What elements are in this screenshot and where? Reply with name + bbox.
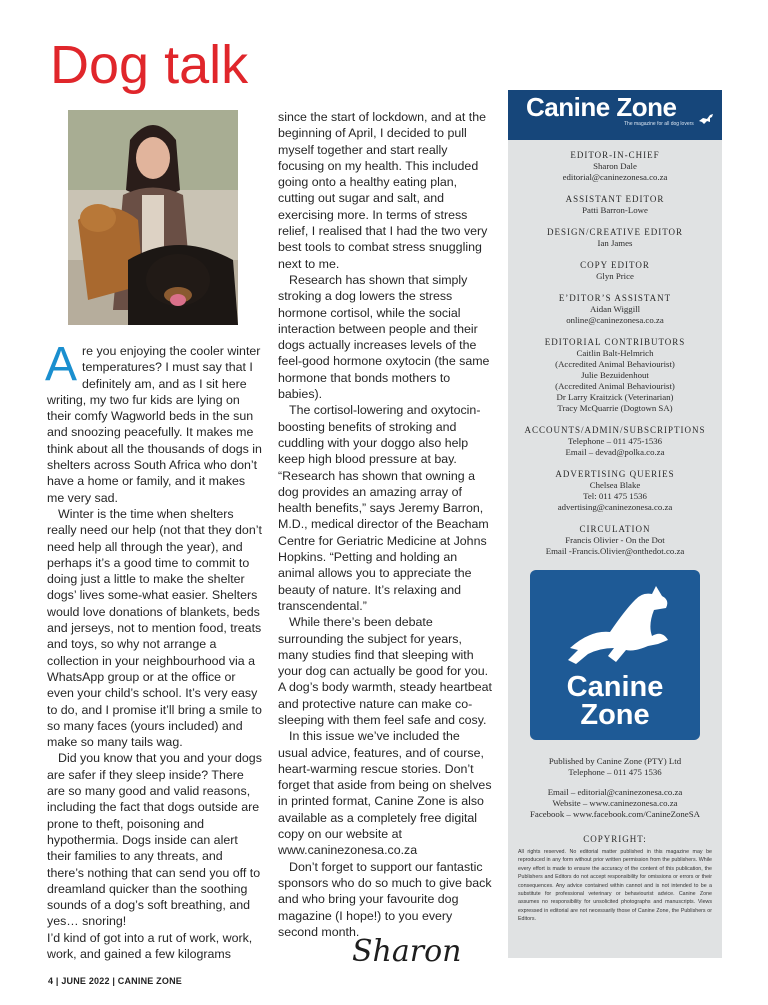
credit-line: Ian James xyxy=(597,238,633,248)
credit-section xyxy=(514,259,716,282)
article-photo xyxy=(68,110,238,325)
masthead-sidebar xyxy=(508,90,722,958)
credit-line: online@caninezonesa.co.za xyxy=(566,315,664,325)
article-column-1 xyxy=(45,338,263,962)
credit-line: Sharon Dale xyxy=(593,161,637,171)
copyright-text: All rights reserved. No editorial matter published in this magazine may be reproduced in any form without prior written permission from the publishers. While every effort is made to ensure the accuracy of the content of this publication, the Publishers and Editors do not accept responsibility for omissions or errors or their consequences. Any advice contained within cannot and is not intended to be a substitute for professional veterinary or behaviourist advice. Canine Zone assumes no responsibility for unsolicited photographs and manuscripts. Views expressed in editorial are not necessarily those of Canine Zone, the Publishers or Editors. xyxy=(518,849,712,923)
credit-section xyxy=(514,424,716,458)
credit-heading: COPY EDITOR xyxy=(580,260,650,270)
credit-section xyxy=(514,336,716,414)
credit-line: Telephone – 011 475-1536 xyxy=(567,436,663,446)
publisher-line: Published by Canine Zone (PTY) Ltd xyxy=(548,756,682,766)
credit-heading: CIRCULATION xyxy=(579,524,651,534)
article-paragraph: In this issue we’ve included the usual advice, features, and of course, heart-warming rescue stories. Don’t forget that aside from being on shelves in printed format, Canine Zone is also available as a completely free digital copy on our website at www.caninezonesa.co.za xyxy=(278,729,492,858)
credit-section xyxy=(514,292,716,326)
brand-name: Canine Zone xyxy=(526,92,677,122)
credit-line: Email – devad@polka.co.za xyxy=(565,447,665,457)
credit-section xyxy=(514,523,716,557)
credit-line: editorial@caninezonesa.co.za xyxy=(562,172,668,182)
credit-line: Email -Francis.Olivier@onthedot.co.za xyxy=(545,546,685,556)
woman-with-dogs-photo xyxy=(68,110,238,325)
brand-tagline: The magazine for all dog lovers xyxy=(624,121,694,127)
copyright-heading: COPYRIGHT: xyxy=(583,834,647,844)
credit-section xyxy=(514,149,716,183)
credit-heading: ADVERTISING QUERIES xyxy=(555,469,675,479)
page-title: Dog talk xyxy=(50,35,249,95)
article-paragraph: Did you know that you and your dogs are safer if they sleep inside? There are so many good and valid reasons, including the fact that dogs outside are prone to theft, poisoning and hypothermia. Dogs inside can alert their families to any threats, and there’s nothing that can send you off to dreamland quicker than the soothing sounds of a dog’s soft breathing, and yes… snoring! xyxy=(47,751,262,929)
credit-line: Glyn Price xyxy=(596,271,634,281)
credit-heading: E’DITOR’S ASSISTANT xyxy=(558,293,672,303)
article-paragraph: Winter is the time when shelters really need our help (not that they don’t need help all through the year), and perhaps it’s a good time to commit to doing just a little to make the shelter dogs’ lives some-what easier. Shelters would love donations of blankets, beds and jerseys, not to mention food, treats and toys, so why not arrange a collection in your neighbourhood via a WhatsApp group or at the office or even your child’s school. It’s very easy to do, and I promise it’ll bring a smile to so many faces (yours included) and make so many tails wag. xyxy=(47,506,262,750)
credit-line: Patti Barron-Lowe xyxy=(582,205,648,215)
credit-heading: ASSISTANT EDITOR xyxy=(565,194,665,204)
credit-heading: EDITOR-IN-CHIEF xyxy=(570,150,660,160)
credit-line: Julie Bezuidenhout xyxy=(581,370,649,380)
logo-text-line-2: Zone xyxy=(580,699,650,731)
credit-line: Aidan Wiggill xyxy=(589,304,641,314)
masthead-credits xyxy=(508,140,722,557)
editor-signature: Sharon xyxy=(352,934,462,969)
credit-line: advertising@caninezonesa.co.za xyxy=(557,502,673,512)
credit-line: Tracy McQuarrie (Dogtown SA) xyxy=(557,403,673,413)
credit-section xyxy=(514,468,716,513)
article-paragraph: I’d kind of got into a rut of work, work, work, and gained a few kilograms xyxy=(47,930,253,961)
credit-line: Francis Olivier - On the Dot xyxy=(565,535,665,545)
publisher-line: Telephone – 011 475 1536 xyxy=(568,767,662,777)
contact-line: Facebook – www.facebook.com/CanineZoneSA xyxy=(530,809,700,819)
article-column-2 xyxy=(278,109,492,940)
credit-line: Caitlin Balt-Helmrich xyxy=(576,348,654,358)
drop-cap: A xyxy=(45,338,78,391)
article-paragraph: Are you enjoying the cooler winter temperatures? I must say that I definitely am, and as I sit here writing, my two fur kids are lying on their comfy Wagworld beds in the sun and snoozing peacefully. It makes me think about all the thousands of dogs in shelters across South Africa who don’t have a home or family, and it makes me very sad. xyxy=(45,338,262,505)
credit-line: Dr Larry Kraitzick (Veterinarian) xyxy=(556,392,674,402)
dog-icon xyxy=(698,112,714,126)
canine-zone-logo xyxy=(530,570,700,740)
article-paragraph: Research has shown that simply stroking a dog lowers the stress hormone cortisol, while the social interaction between people and their dogs actually increases levels of the feel-good hormone oxytocin (the same hormone that bonds mothers to babies). xyxy=(278,272,490,402)
article-paragraph: Don’t forget to support our fantastic sponsors who do so much to give back and who bring your favourite dog magazine (I hope!) to you every second month. xyxy=(278,859,492,939)
credit-line: Chelsea Blake xyxy=(589,480,641,490)
credit-line: (Accredited Animal Behaviourist) xyxy=(555,381,675,391)
article-paragraph: While there’s been debate surrounding the subject for years, many studies find that sleeping with your dog can actually be good for you. A dog’s body warmth, steady heartbeat and protective nature can make co-sleeping with them feel safe and cosy. xyxy=(278,615,492,727)
credit-section xyxy=(514,193,716,216)
credit-heading: DESIGN/CREATIVE EDITOR xyxy=(546,227,684,237)
article-paragraph: since the start of lockdown, and at the beginning of April, I decided to pull myself together and start really focusing on my health. This included going onto a healthy eating plan, cutting out sugar and salt, and exercising more. In terms of stress relief, I realised that I had the two very best tools to combat stress snuggling next to me. xyxy=(278,110,488,271)
credit-line: Tel: 011 475 1536 xyxy=(583,491,647,501)
credit-heading: ACCOUNTS/ADMIN/SUBSCRIPTIONS xyxy=(524,425,706,435)
credit-line: (Accredited Animal Behaviourist) xyxy=(555,359,675,369)
credit-heading: EDITORIAL CONTRIBUTORS xyxy=(544,337,686,347)
article-paragraph: The cortisol-lowering and oxytocin-boosting benefits of stroking and cuddling with your doggo also help keep high blood pressure at bay. “Research has shown that owning a dog provides an amazing array of health benefits,” says Jeremy Barron, M.D., medical director of the Beacham Centre for Geriatric Medicine at Johns Hopkins. “Petting and holding an animal allows you to appreciate the beauty of nature. It’s relaxing and transcendental.” xyxy=(278,403,489,613)
brand-banner xyxy=(508,90,722,140)
page-footer: 4 | JUNE 2022 | CANINE ZONE xyxy=(48,976,182,986)
credit-section xyxy=(514,226,716,249)
publisher-info xyxy=(508,756,722,820)
logo-text-line-1: Canine xyxy=(566,671,664,703)
contact-line: Email – editorial@caninezonesa.co.za xyxy=(547,787,683,797)
contact-line: Website – www.caninezonesa.co.za xyxy=(552,798,678,808)
